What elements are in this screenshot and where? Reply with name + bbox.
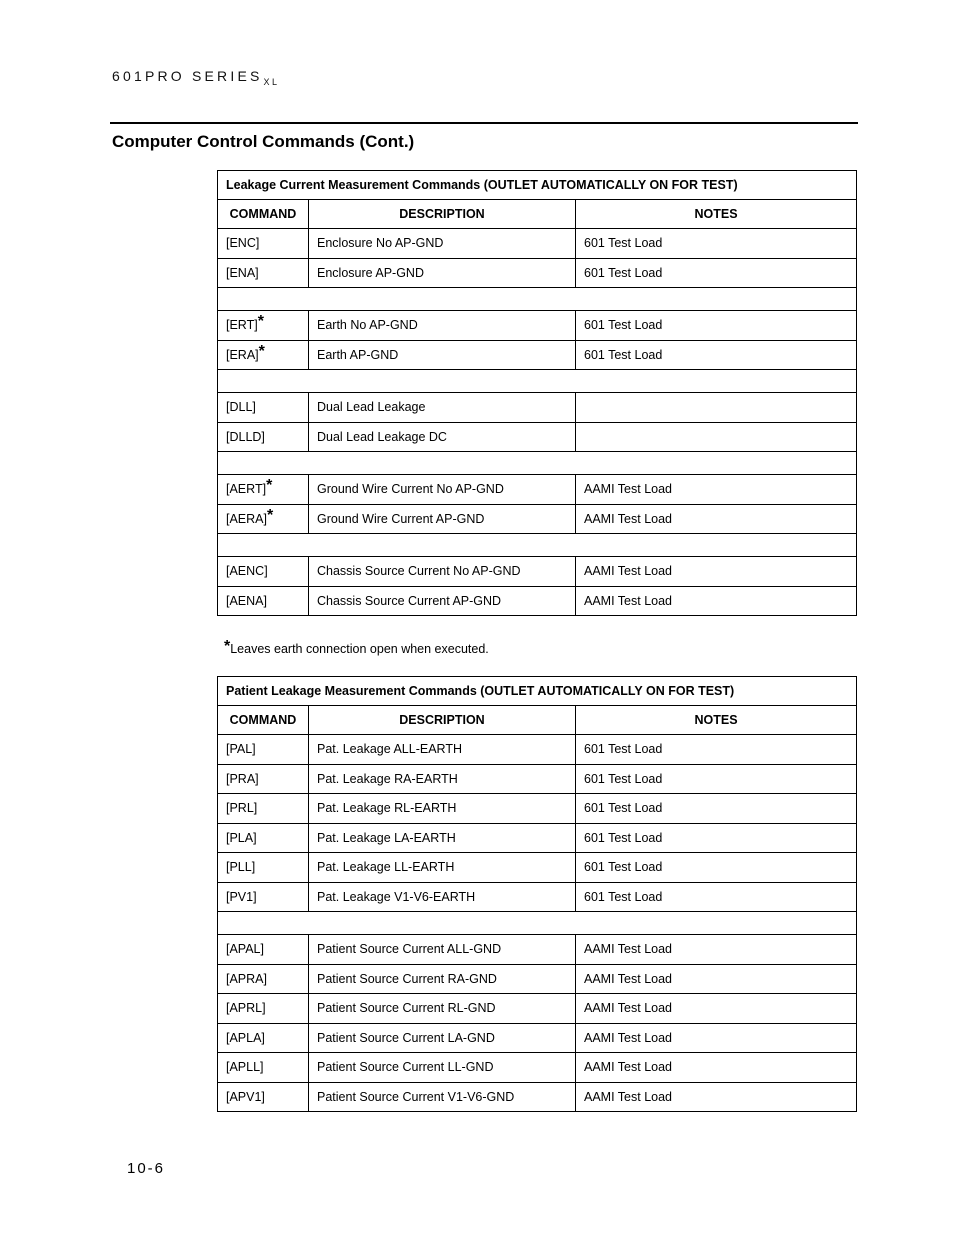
column-header-description: DESCRIPTION — [309, 200, 576, 229]
notes-cell: 601 Test Load — [576, 258, 857, 288]
notes-cell: 601 Test Load — [576, 311, 857, 341]
asterisk-marker: * — [257, 313, 264, 331]
notes-cell: AAMI Test Load — [576, 475, 857, 505]
table-row — [218, 586, 857, 616]
table-row — [218, 882, 857, 912]
page-number: 10-6 — [127, 1160, 166, 1177]
spacer-cell — [218, 534, 857, 557]
table-row — [218, 258, 857, 288]
command-cell — [218, 422, 309, 452]
description-cell: Patient Source Current LA-GND — [309, 1023, 576, 1053]
table-title-row — [218, 677, 857, 706]
command-code: [ENA] — [226, 265, 259, 280]
command-cell — [218, 794, 309, 824]
command-cell — [218, 393, 309, 423]
table-title: Patient Leakage Measurement Commands (OUTLET AUTOMATICALLY ON FOR TEST) — [218, 677, 857, 706]
command-cell — [218, 586, 309, 616]
description-cell: Enclosure No AP-GND — [309, 229, 576, 259]
command-cell — [218, 504, 309, 534]
description-cell: Patient Source Current V1-V6-GND — [309, 1082, 576, 1112]
command-code: [PRA] — [226, 771, 259, 786]
table-row — [218, 823, 857, 853]
notes-cell: AAMI Test Load — [576, 504, 857, 534]
spacer-cell — [218, 912, 857, 935]
footnote-text: Leaves earth connection open when executed. — [230, 642, 489, 656]
description-cell: Chassis Source Current No AP-GND — [309, 557, 576, 587]
command-cell — [218, 557, 309, 587]
command-code: [ERA] — [226, 347, 259, 362]
footnote — [224, 638, 489, 656]
command-code: [AENC] — [226, 564, 268, 579]
table-row — [218, 994, 857, 1024]
notes-cell — [576, 393, 857, 423]
command-cell — [218, 1023, 309, 1053]
command-code: [APRA] — [226, 971, 267, 986]
command-cell — [218, 735, 309, 765]
table-row — [218, 311, 857, 341]
table-header-row — [218, 200, 857, 229]
description-cell: Patient Source Current RL-GND — [309, 994, 576, 1024]
command-code: [AENA] — [226, 593, 267, 608]
notes-cell: 601 Test Load — [576, 823, 857, 853]
notes-cell: AAMI Test Load — [576, 1023, 857, 1053]
spacer-row — [218, 288, 857, 311]
table-row — [218, 735, 857, 765]
spacer-cell — [218, 452, 857, 475]
command-cell — [218, 340, 309, 370]
command-cell — [218, 1053, 309, 1083]
command-cell — [218, 258, 309, 288]
command-cell — [218, 764, 309, 794]
description-cell: Ground Wire Current No AP-GND — [309, 475, 576, 505]
command-cell — [218, 311, 309, 341]
command-cell — [218, 475, 309, 505]
command-code: [APAL] — [226, 942, 264, 957]
notes-cell — [576, 422, 857, 452]
description-cell: Pat. Leakage ALL-EARTH — [309, 735, 576, 765]
command-cell — [218, 853, 309, 883]
notes-cell: 601 Test Load — [576, 853, 857, 883]
description-cell: Pat. Leakage LA-EARTH — [309, 823, 576, 853]
command-code: [AERT] — [226, 482, 267, 497]
description-cell: Patient Source Current ALL-GND — [309, 935, 576, 965]
notes-cell: AAMI Test Load — [576, 557, 857, 587]
notes-cell: 601 Test Load — [576, 735, 857, 765]
description-cell: Chassis Source Current AP-GND — [309, 586, 576, 616]
command-code: [PRL] — [226, 801, 258, 816]
command-code: [APRL] — [226, 1001, 266, 1016]
command-code: [PV1] — [226, 889, 257, 904]
table-title-row — [218, 171, 857, 200]
description-cell: Dual Lead Leakage — [309, 393, 576, 423]
asterisk-marker: * — [267, 506, 274, 524]
command-code: [AERA] — [226, 511, 267, 526]
description-cell: Pat. Leakage RA-EARTH — [309, 764, 576, 794]
asterisk-marker: * — [266, 477, 273, 495]
asterisk-marker: * — [258, 342, 265, 360]
command-code: [APLA] — [226, 1030, 265, 1045]
spacer-row — [218, 534, 857, 557]
series-name: 601PRO SERIES — [112, 68, 263, 84]
spacer-row — [218, 912, 857, 935]
patient-leakage-commands-table — [217, 676, 857, 1112]
notes-cell: 601 Test Load — [576, 340, 857, 370]
notes-cell: 601 Test Load — [576, 794, 857, 824]
command-code: [PLA] — [226, 830, 257, 845]
table-row — [218, 794, 857, 824]
series-suffix: XL — [263, 77, 280, 87]
command-code: [APLL] — [226, 1060, 264, 1075]
section-title: Computer Control Commands (Cont.) — [112, 132, 415, 151]
table-row — [218, 935, 857, 965]
header-rule — [110, 122, 858, 124]
table-row — [218, 340, 857, 370]
column-header-notes: NOTES — [576, 706, 857, 735]
notes-cell: 601 Test Load — [576, 229, 857, 259]
spacer-cell — [218, 370, 857, 393]
notes-cell: 601 Test Load — [576, 882, 857, 912]
table-row — [218, 764, 857, 794]
table-row — [218, 964, 857, 994]
table-header-row — [218, 706, 857, 735]
command-cell — [218, 964, 309, 994]
command-code: [DLLD] — [226, 429, 265, 444]
notes-cell: AAMI Test Load — [576, 935, 857, 965]
description-cell: Pat. Leakage RL-EARTH — [309, 794, 576, 824]
table-row — [218, 229, 857, 259]
command-cell — [218, 882, 309, 912]
command-cell — [218, 935, 309, 965]
table-row — [218, 393, 857, 423]
column-header-command: COMMAND — [218, 200, 309, 229]
notes-cell: AAMI Test Load — [576, 964, 857, 994]
table-row — [218, 504, 857, 534]
notes-cell: AAMI Test Load — [576, 1082, 857, 1112]
command-code: [DLL] — [226, 400, 256, 415]
description-cell: Pat. Leakage LL-EARTH — [309, 853, 576, 883]
spacer-cell — [218, 288, 857, 311]
command-code: [ENC] — [226, 236, 260, 251]
command-cell — [218, 994, 309, 1024]
notes-cell: AAMI Test Load — [576, 994, 857, 1024]
table-row — [218, 1082, 857, 1112]
table-row — [218, 1023, 857, 1053]
column-header-description: DESCRIPTION — [309, 706, 576, 735]
command-code: [PAL] — [226, 742, 256, 757]
footnote-asterisk: * — [224, 638, 231, 655]
notes-cell: AAMI Test Load — [576, 586, 857, 616]
description-cell: Patient Source Current RA-GND — [309, 964, 576, 994]
spacer-row — [218, 370, 857, 393]
description-cell: Enclosure AP-GND — [309, 258, 576, 288]
table-row — [218, 475, 857, 505]
column-header-command: COMMAND — [218, 706, 309, 735]
description-cell: Dual Lead Leakage DC — [309, 422, 576, 452]
description-cell: Ground Wire Current AP-GND — [309, 504, 576, 534]
command-cell — [218, 229, 309, 259]
command-code: [ERT] — [226, 318, 258, 333]
table-row — [218, 557, 857, 587]
table-row — [218, 1053, 857, 1083]
description-cell: Earth AP-GND — [309, 340, 576, 370]
table-row — [218, 422, 857, 452]
command-code: [APV1] — [226, 1089, 265, 1104]
description-cell: Patient Source Current LL-GND — [309, 1053, 576, 1083]
leakage-commands-table — [217, 170, 857, 616]
command-code: [PLL] — [226, 860, 256, 875]
table-row — [218, 853, 857, 883]
notes-cell: 601 Test Load — [576, 764, 857, 794]
notes-cell: AAMI Test Load — [576, 1053, 857, 1083]
description-cell: Earth No AP-GND — [309, 311, 576, 341]
spacer-row — [218, 452, 857, 475]
command-cell — [218, 823, 309, 853]
description-cell: Pat. Leakage V1-V6-EARTH — [309, 882, 576, 912]
running-header — [112, 68, 280, 87]
command-cell — [218, 1082, 309, 1112]
table-title: Leakage Current Measurement Commands (OUTLET AUTOMATICALLY ON FOR TEST) — [218, 171, 857, 200]
column-header-notes: NOTES — [576, 200, 857, 229]
